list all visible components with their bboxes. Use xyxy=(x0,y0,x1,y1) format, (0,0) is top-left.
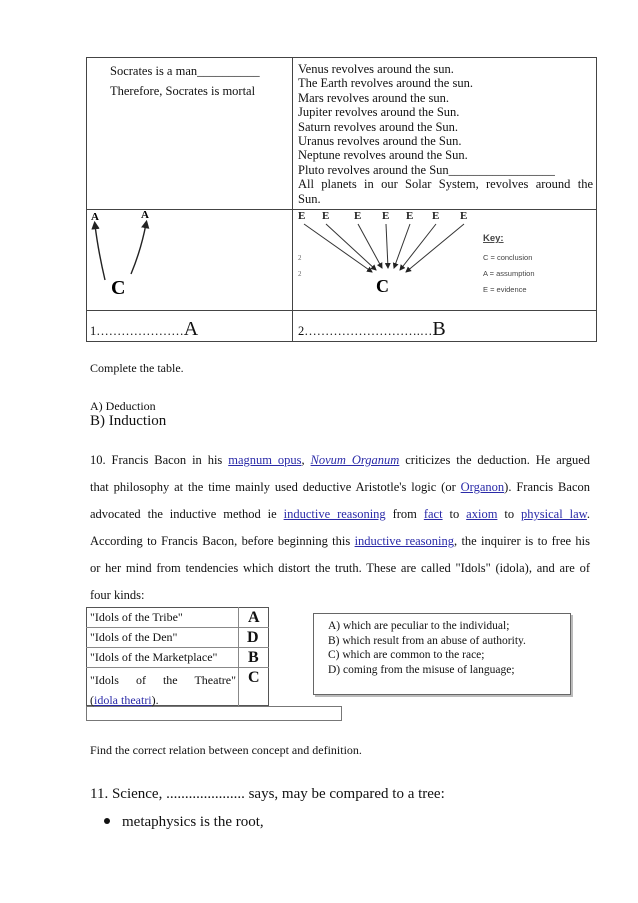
key-evidence: E = evidence xyxy=(483,285,527,294)
planet-line: Mars revolves around the sun. xyxy=(298,90,450,105)
text: from xyxy=(385,507,424,521)
text: to xyxy=(442,507,467,521)
label-c: C xyxy=(111,277,126,299)
idols-col-line xyxy=(238,607,239,706)
e-label: E xyxy=(460,210,468,222)
idols-row-line xyxy=(86,627,269,628)
e-label: E xyxy=(322,210,330,222)
answer-2-letter: B xyxy=(432,318,446,340)
label-c-right: C xyxy=(376,276,389,296)
link-axiom[interactable]: axiom xyxy=(466,507,498,521)
text: ( xyxy=(90,693,94,707)
link-organon[interactable]: Organon xyxy=(460,480,505,494)
answer-2 xyxy=(298,318,446,341)
answer-1-dots: 1………………… xyxy=(90,324,184,338)
induction-diagram xyxy=(294,210,596,310)
e-label: E xyxy=(432,210,440,222)
bullet-dot-icon xyxy=(104,818,110,824)
answer-marketplace: B xyxy=(248,649,259,666)
arrow-right xyxy=(131,224,146,274)
e-label: E xyxy=(406,210,414,222)
text: to xyxy=(497,507,522,521)
key-title: Key: xyxy=(483,233,504,244)
link-physical-law[interactable]: physical law xyxy=(521,507,587,521)
planet-conclusion: All planets in our Solar System, revolves around the xyxy=(298,177,593,192)
planet-line: Uranus revolves around the Sun. xyxy=(298,134,462,149)
definition-a: A) which are peculiar to the individual; xyxy=(328,620,510,632)
idol-den: "Idols of the Den" xyxy=(90,630,178,644)
text: criticizes the deduction. He argued xyxy=(399,453,591,467)
link-magnum-opus[interactable]: magnum opus xyxy=(228,453,302,467)
syllogism-conclusion: Therefore, Socrates is mortal xyxy=(110,84,256,98)
evidence-arrows xyxy=(304,224,464,272)
planet-line: Pluto revolves around the Sun_________________ xyxy=(298,162,555,177)
para-line: or her mind from tendencies which distort the truth. These are called "Idols" (idola), and are of xyxy=(90,561,590,575)
para-line xyxy=(90,501,590,528)
text: According to Francis Bacon, before beginning this xyxy=(90,534,355,548)
relation-instruction: Find the correct relation between concept and definition. xyxy=(90,743,362,757)
idols-row-line xyxy=(86,647,269,648)
text: ). xyxy=(151,693,159,707)
evidence-arrow xyxy=(326,224,376,270)
text: ). Francis Bacon xyxy=(504,480,590,494)
bacon-paragraph xyxy=(90,447,590,609)
q11-bullet-text: metaphysics is the root, xyxy=(122,814,264,830)
evidence-arrow xyxy=(394,224,410,268)
e-label: E xyxy=(298,210,306,222)
idol-tribe: "Idols of the Tribe" xyxy=(90,610,183,624)
e-label: E xyxy=(354,210,362,222)
side-mark: 2 xyxy=(298,254,302,262)
link-idola-theatri[interactable]: idola theatri xyxy=(94,693,152,707)
table-row-line xyxy=(86,310,597,311)
answer-2-dots: 2……………………….… xyxy=(298,324,433,338)
option-deduction: A) Deduction xyxy=(90,399,156,413)
text: advocated the inductive method ie xyxy=(90,507,284,521)
text: 10. Francis Bacon in his xyxy=(90,453,229,467)
planet-line: The Earth revolves around the sun. xyxy=(298,76,473,91)
text: , xyxy=(301,453,311,467)
syllogism-premise: Socrates is a man__________ xyxy=(110,64,260,78)
planet-line: Venus revolves around the sun. xyxy=(298,62,454,76)
answer-1 xyxy=(90,318,198,341)
evidence-arrow xyxy=(358,224,382,268)
label-a-left: A xyxy=(91,211,99,223)
idol-theatre xyxy=(90,670,236,710)
idols-row-line xyxy=(86,667,269,668)
planet-conclusion-end: Sun. xyxy=(298,191,321,206)
table-divider xyxy=(292,57,293,342)
evidence-arrow xyxy=(386,224,388,268)
definition-c: C) which are common to the race; xyxy=(328,649,485,661)
key-conclusion: C = conclusion xyxy=(483,253,533,262)
q11-heading: 11. Science, ..................... says, may be compared to a tree: xyxy=(90,786,445,802)
definitions-list xyxy=(328,619,526,677)
label-a-right: A xyxy=(141,210,149,221)
side-mark: 2 xyxy=(298,270,302,278)
para-line xyxy=(90,474,590,501)
answer-theatre: C xyxy=(248,669,260,686)
arrow-left xyxy=(95,225,105,280)
evidence-arrow xyxy=(400,224,436,270)
q11-bullet-item xyxy=(104,814,264,831)
answer-1-letter: A xyxy=(183,318,199,340)
planet-list xyxy=(298,62,593,206)
definition-d: D) coming from the misuse of language; xyxy=(328,663,515,676)
para-line xyxy=(90,447,590,474)
para-line xyxy=(90,528,590,555)
text: . xyxy=(586,507,590,521)
planet-line: Jupiter revolves around the Sun. xyxy=(298,105,460,120)
definition-b: B) which result from an abuse of authority. xyxy=(328,634,526,647)
complete-table-instruction: Complete the table. xyxy=(90,361,184,375)
deduction-diagram xyxy=(87,210,291,310)
key-assumption: A = assumption xyxy=(483,269,535,278)
evidence-arrow xyxy=(406,224,464,272)
link-fact[interactable]: fact xyxy=(423,507,443,521)
option-induction: B) Induction xyxy=(90,413,167,429)
text: that philosophy at the time mainly used deductive Aristotle's logic (or xyxy=(90,480,461,494)
idol-marketplace: "Idols of the Marketplace" xyxy=(90,650,218,664)
answer-den: D xyxy=(247,629,259,646)
planet-line: Neptune revolves around the Sun. xyxy=(298,148,468,163)
idol-theatre-latin xyxy=(90,690,236,710)
e-label: E xyxy=(382,210,390,222)
text: , the inquirer is to free his xyxy=(454,534,590,548)
link-inductive-reasoning[interactable]: inductive reasoning xyxy=(283,507,386,521)
para-line: four kinds: xyxy=(90,588,145,602)
link-novum-organum[interactable]: Novum Organum xyxy=(310,453,400,467)
link-inductive-reasoning-2[interactable]: inductive reasoning xyxy=(354,534,455,548)
planet-line: Saturn revolves around the Sun. xyxy=(298,119,459,134)
answer-tribe: A xyxy=(248,609,260,626)
idol-theatre-name: "Idols of the Theatre" xyxy=(90,673,236,687)
